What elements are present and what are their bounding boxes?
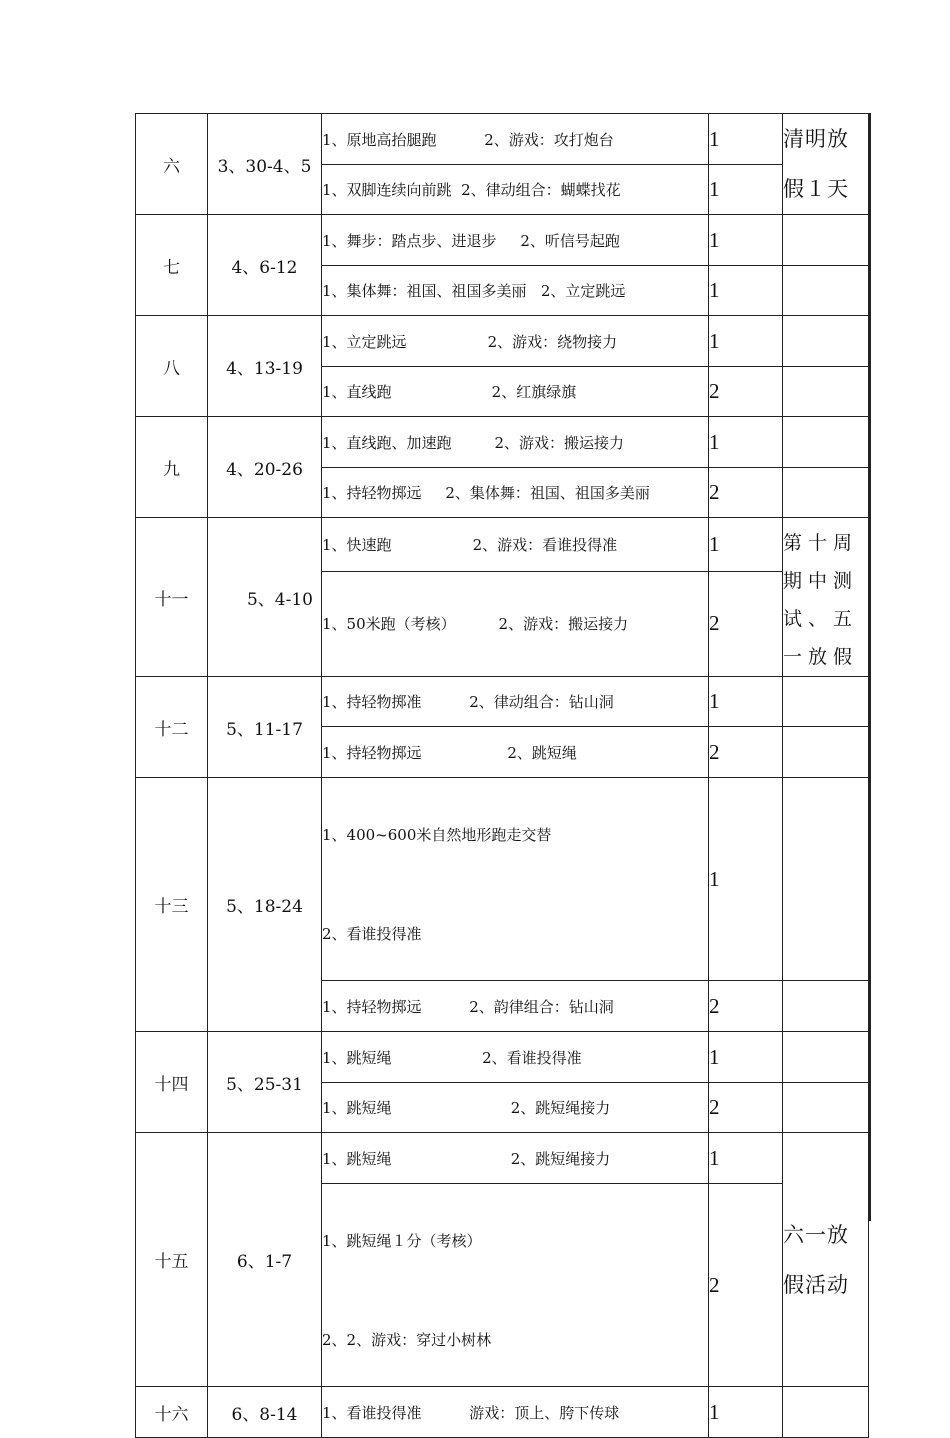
- note-cell: [783, 778, 869, 981]
- hours-cell: 1: [709, 417, 783, 468]
- date-cell: 6、1-7: [208, 1133, 322, 1387]
- week-cell: 十六: [136, 1387, 208, 1438]
- hours-cell: 2: [709, 367, 783, 417]
- date-cell: 5、25-31: [208, 1032, 322, 1133]
- table-row: [136, 114, 869, 165]
- note-cell: [783, 367, 869, 417]
- date-cell: 4、6-12: [208, 215, 322, 316]
- content-line: 2、2、游戏：穿过小树林: [322, 1331, 492, 1349]
- date-cell: 4、13-19: [208, 316, 322, 417]
- hours-cell: 1: [709, 1387, 783, 1438]
- hours-cell: 1: [709, 778, 783, 981]
- content-cell: 1、双脚连续向前跳 2、律动组合：蝴蝶找花: [322, 165, 709, 215]
- table-row: [136, 1032, 869, 1083]
- week-cell: 十四: [136, 1032, 208, 1133]
- note-cell: 第十周期中测试、五一放假: [783, 518, 869, 677]
- table-row: [136, 417, 869, 468]
- note-cell: 六一放假活动: [783, 1133, 869, 1387]
- week-cell: 八: [136, 316, 208, 417]
- note-cell: [783, 468, 869, 518]
- hours-cell: 1: [709, 114, 783, 165]
- hours-cell: 1: [709, 165, 783, 215]
- content-cell: 1、持轻物掷远 2、跳短绳: [322, 727, 709, 778]
- week-cell: 十三: [136, 778, 208, 1032]
- content-cell: [322, 1184, 709, 1387]
- schedule-table: [135, 113, 869, 1438]
- week-cell: 七: [136, 215, 208, 316]
- week-cell: 十一: [136, 518, 208, 677]
- hours-cell: 1: [709, 518, 783, 572]
- week-cell: 九: [136, 417, 208, 518]
- table-right-double-border: [869, 113, 871, 1221]
- content-cell: 1、跳短绳 2、看谁投得准: [322, 1032, 709, 1083]
- content-cell: 1、50米跑（考核） 2、游戏：搬运接力: [322, 571, 709, 676]
- table-row: [136, 1387, 869, 1438]
- note-cell: [783, 215, 869, 266]
- hours-cell: 2: [709, 981, 783, 1032]
- hours-cell: 1: [709, 215, 783, 266]
- table-row: [136, 1133, 869, 1184]
- hours-cell: 1: [709, 1133, 783, 1184]
- content-cell: 1、舞步：踏点步、进退步 2、听信号起跑: [322, 215, 709, 266]
- week-cell: 六: [136, 114, 208, 215]
- hours-cell: 1: [709, 266, 783, 316]
- week-cell: 十五: [136, 1133, 208, 1387]
- content-cell: 1、原地高抬腿跑 2、游戏：攻打炮台: [322, 114, 709, 165]
- content-line: 1、400~600米自然地形跑走交替: [322, 826, 552, 844]
- note-cell: [783, 1387, 869, 1438]
- content-cell: [322, 778, 709, 981]
- date-cell: 3、30-4、5: [208, 114, 322, 215]
- content-cell: 1、跳短绳 2、跳短绳接力: [322, 1083, 709, 1133]
- content-cell: 1、持轻物掷准 2、律动组合：钻山洞: [322, 677, 709, 727]
- table-row: [136, 778, 869, 981]
- note-cell: [783, 981, 869, 1032]
- hours-cell: 2: [709, 1184, 783, 1387]
- note-cell: [783, 1032, 869, 1083]
- content-cell: 1、集体舞：祖国、祖国多美丽 2、立定跳远: [322, 266, 709, 316]
- note-cell: [783, 677, 869, 727]
- note-cell: [783, 316, 869, 367]
- content-cell: 1、直线跑、加速跑 2、游戏：搬运接力: [322, 417, 709, 468]
- table-row: [136, 518, 869, 572]
- date-cell: 5、11-17: [208, 677, 322, 778]
- hours-cell: 2: [709, 1083, 783, 1133]
- date-cell: 5、4-10: [208, 518, 322, 677]
- week-cell: 十二: [136, 677, 208, 778]
- hours-cell: 1: [709, 316, 783, 367]
- content-cell: 1、跳短绳 2、跳短绳接力: [322, 1133, 709, 1184]
- hours-cell: 1: [709, 1032, 783, 1083]
- content-cell: 1、持轻物掷远 2、韵律组合：钻山洞: [322, 981, 709, 1032]
- table-row: [136, 215, 869, 266]
- hours-cell: 2: [709, 468, 783, 518]
- content-line: 1、跳短绳１分（考核）: [322, 1232, 482, 1250]
- hours-cell: 1: [709, 677, 783, 727]
- note-cell: [783, 266, 869, 316]
- table-row: [136, 316, 869, 367]
- content-cell: 1、持轻物掷远 2、集体舞：祖国、祖国多美丽: [322, 468, 709, 518]
- hours-cell: 2: [709, 727, 783, 778]
- date-cell: 4、20-26: [208, 417, 322, 518]
- table-row: [136, 677, 869, 727]
- date-cell: 6、8-14: [208, 1387, 322, 1438]
- note-cell: [783, 727, 869, 778]
- date-cell: 5、18-24: [208, 778, 322, 1032]
- content-cell: 1、直线跑 2、红旗绿旗: [322, 367, 709, 417]
- hours-cell: 2: [709, 571, 783, 676]
- content-cell: 1、看谁投得准 游戏：顶上、胯下传球: [322, 1387, 709, 1438]
- note-cell: [783, 1083, 869, 1133]
- note-cell: [783, 417, 869, 468]
- content-line: 2、看谁投得准: [322, 925, 422, 943]
- note-cell: 清明放假１天: [783, 114, 869, 215]
- content-cell: 1、立定跳远 2、游戏：绕物接力: [322, 316, 709, 367]
- content-cell: 1、快速跑 2、游戏：看谁投得准: [322, 518, 709, 572]
